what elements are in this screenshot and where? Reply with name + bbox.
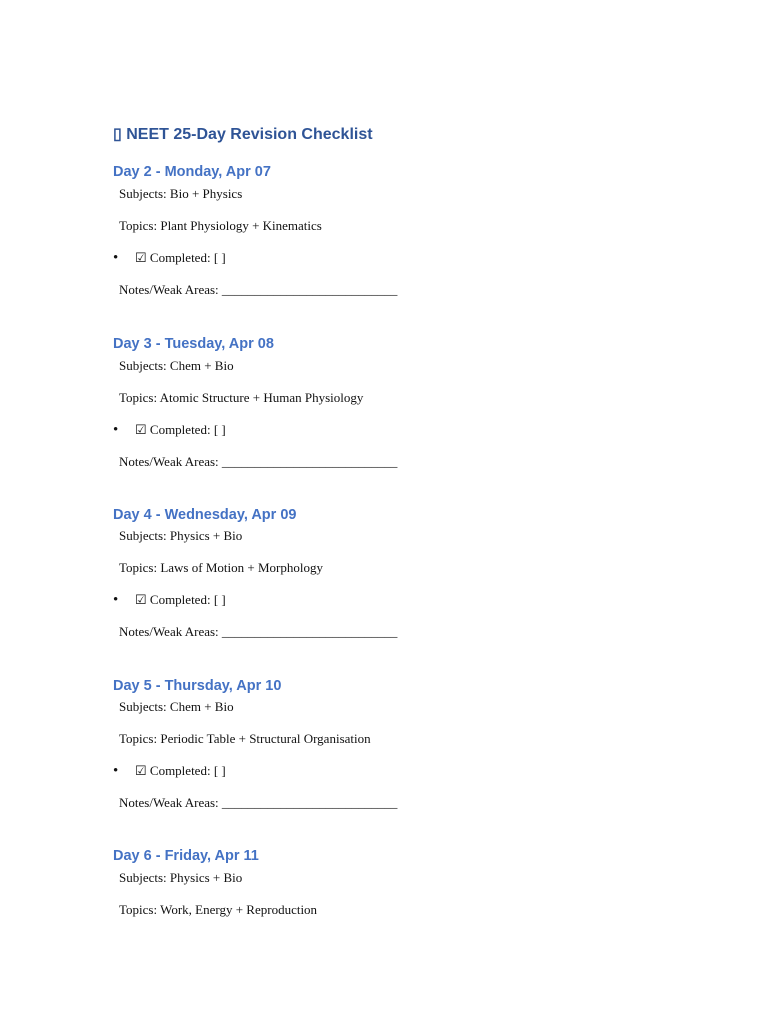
day-2-notes: Notes/Weak Areas: ___________________________ — [119, 282, 398, 297]
bullet-icon: • — [113, 592, 119, 608]
document-title: ▯ NEET 25-Day Revision Checklist — [113, 126, 373, 143]
bullet-icon: • — [113, 422, 119, 438]
day-6-topics: Topics: Work, Energy + Reproduction — [119, 902, 318, 917]
day-3-heading: Day 3 - Tuesday, Apr 08 — [113, 336, 274, 352]
day-2-subjects: Subjects: Bio + Physics — [119, 186, 243, 201]
day-6-subjects: Subjects: Physics + Bio — [119, 870, 243, 885]
bullet-icon: • — [113, 250, 119, 266]
day-6-heading: Day 6 - Friday, Apr 11 — [113, 848, 259, 864]
day-4-subjects: Subjects: Physics + Bio — [119, 528, 243, 543]
day-5-heading: Day 5 - Thursday, Apr 10 — [113, 678, 282, 694]
day-3-notes: Notes/Weak Areas: ___________________________ — [119, 454, 398, 469]
day-5-topics: Topics: Periodic Table + Structural Organisation — [119, 731, 371, 746]
day-5-subjects: Subjects: Chem + Bio — [119, 699, 234, 714]
day-3-topics: Topics: Atomic Structure + Human Physiology — [119, 390, 364, 405]
day-2-completed: ☑ Completed: [ ] — [135, 250, 226, 265]
day-3-subjects: Subjects: Chem + Bio — [119, 358, 234, 373]
day-2-heading: Day 2 - Monday, Apr 07 — [113, 164, 271, 180]
day-4-notes: Notes/Weak Areas: ___________________________ — [119, 624, 398, 639]
bullet-icon: • — [113, 763, 119, 779]
day-2-topics: Topics: Plant Physiology + Kinematics — [119, 218, 322, 233]
day-2-completed-item — [113, 249, 226, 267]
day-5-completed-item — [113, 762, 226, 780]
day-4-completed-item — [113, 591, 226, 609]
day-4-topics: Topics: Laws of Motion + Morphology — [119, 560, 323, 575]
day-4-completed: ☑ Completed: [ ] — [135, 592, 226, 607]
day-5-notes: Notes/Weak Areas: ___________________________ — [119, 795, 398, 810]
day-3-completed-item — [113, 421, 226, 439]
day-5-completed: ☑ Completed: [ ] — [135, 763, 226, 778]
day-4-heading: Day 4 - Wednesday, Apr 09 — [113, 507, 297, 523]
day-3-completed: ☑ Completed: [ ] — [135, 422, 226, 437]
